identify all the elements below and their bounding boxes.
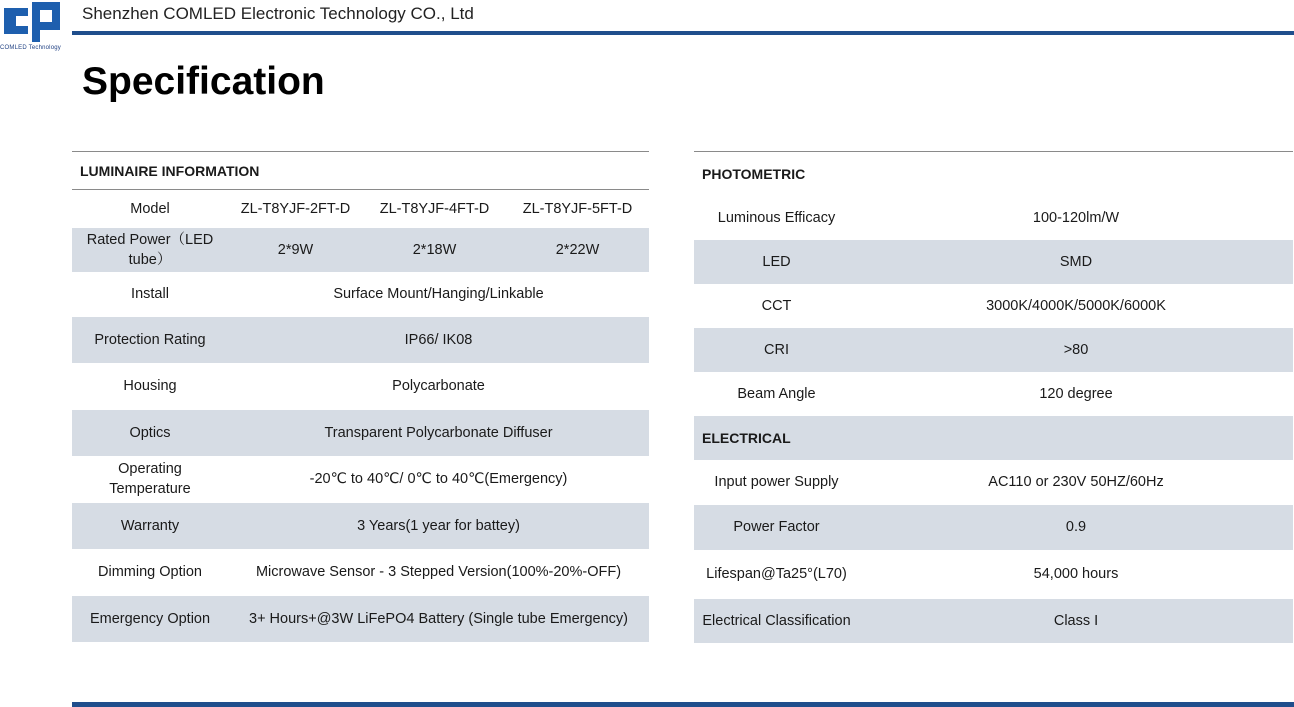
table-row: [72, 272, 649, 317]
table-row: [694, 505, 1293, 550]
power-2ft: 2*9W: [228, 228, 363, 272]
section-header-row: [694, 416, 1293, 460]
section-header-row: [72, 152, 649, 190]
table-row: [694, 460, 1293, 505]
row-value: >80: [859, 328, 1293, 372]
table-row: [694, 599, 1293, 643]
footer-divider: [72, 702, 1294, 707]
table-row: [72, 549, 649, 596]
section-title-electrical: ELECTRICAL: [694, 416, 1293, 460]
header-divider: [72, 31, 1294, 35]
logo-text: COMLED Technology: [0, 45, 61, 51]
row-value: AC110 or 230V 50HZ/60Hz: [988, 474, 1164, 490]
table-row: [694, 196, 1293, 240]
power-4ft: 2*18W: [363, 228, 506, 272]
row-value: Transparent Polycarbonate Diffuser: [228, 410, 649, 456]
table-row: [694, 328, 1293, 372]
table-row: [72, 228, 649, 272]
luminaire-table: [72, 151, 649, 642]
row-label: Power Factor: [694, 505, 859, 550]
row-value: 100-120lm/W: [1032, 209, 1120, 226]
power-5ft: 2*22W: [506, 228, 649, 272]
row-label: Emergency Option: [72, 596, 228, 642]
row-label: LED: [694, 240, 859, 284]
model-5ft: ZL-T8YJF-5FT-D: [522, 200, 633, 217]
row-value: 120 degree: [1039, 385, 1113, 402]
table-row: [72, 596, 649, 642]
row-value: -20℃ to 40℃/ 0℃ to 40℃(Emergency): [309, 471, 568, 487]
row-value: Class I: [859, 599, 1293, 643]
section-title-photometric: PHOTOMETRIC: [702, 165, 806, 182]
row-value: Polycarbonate: [392, 378, 485, 394]
row-value: 3000K/4000K/5000K/6000K: [986, 297, 1166, 314]
table-row: [72, 456, 649, 503]
table-row: [694, 240, 1293, 284]
row-label: Protection Rating: [72, 317, 228, 363]
table-row: [72, 503, 649, 549]
row-label: CRI: [694, 328, 859, 372]
company-name: Shenzhen COMLED Electronic Technology CO., Ltd: [82, 4, 474, 23]
row-value: IP66/ IK08: [228, 317, 649, 363]
row-label: Warranty: [72, 503, 228, 549]
row-value: 3 Years(1 year for battey): [228, 503, 649, 549]
row-value: Surface Mount/Hanging/Linkable: [333, 286, 544, 302]
page-title: Specification: [82, 60, 325, 103]
row-label: Operating Temperature: [109, 461, 191, 497]
photometric-electrical-table: [694, 151, 1293, 643]
row-label: Beam Angle: [737, 385, 816, 402]
row-label: CCT: [761, 297, 792, 314]
section-title-luminaire: LUMINAIRE INFORMATION: [72, 152, 649, 190]
row-label: Rated Power（LED tube）: [72, 228, 228, 272]
row-value: 3+ Hours+@3W LiFePO4 Battery (Single tube Emergency): [228, 596, 649, 642]
table-row: [72, 190, 649, 228]
row-label: Dimming Option: [98, 564, 202, 580]
row-label: Input power Supply: [714, 474, 839, 490]
table-row: [72, 363, 649, 410]
row-label: Luminous Efficacy: [717, 209, 836, 226]
row-label: Housing: [123, 378, 177, 394]
row-label: Lifespan@Ta25°(L70): [706, 566, 847, 582]
row-label: Optics: [72, 410, 228, 456]
model-2ft: ZL-T8YJF-2FT-D: [240, 200, 351, 217]
model-4ft: ZL-T8YJF-4FT-D: [379, 200, 490, 217]
row-label: Model: [130, 200, 170, 217]
table-row: [694, 550, 1293, 599]
row-value: Microwave Sensor - 3 Stepped Version(100%-20%-OFF): [255, 564, 622, 580]
section-header-row: [694, 152, 1293, 196]
table-row: [694, 284, 1293, 328]
row-label: Install: [131, 286, 169, 302]
row-label: Electrical Classification: [694, 599, 859, 643]
row-value: 0.9: [859, 505, 1293, 550]
table-row: [72, 317, 649, 363]
row-value: SMD: [859, 240, 1293, 284]
table-row: [694, 372, 1293, 416]
table-row: [72, 410, 649, 456]
row-value: 54,000 hours: [1033, 566, 1119, 582]
